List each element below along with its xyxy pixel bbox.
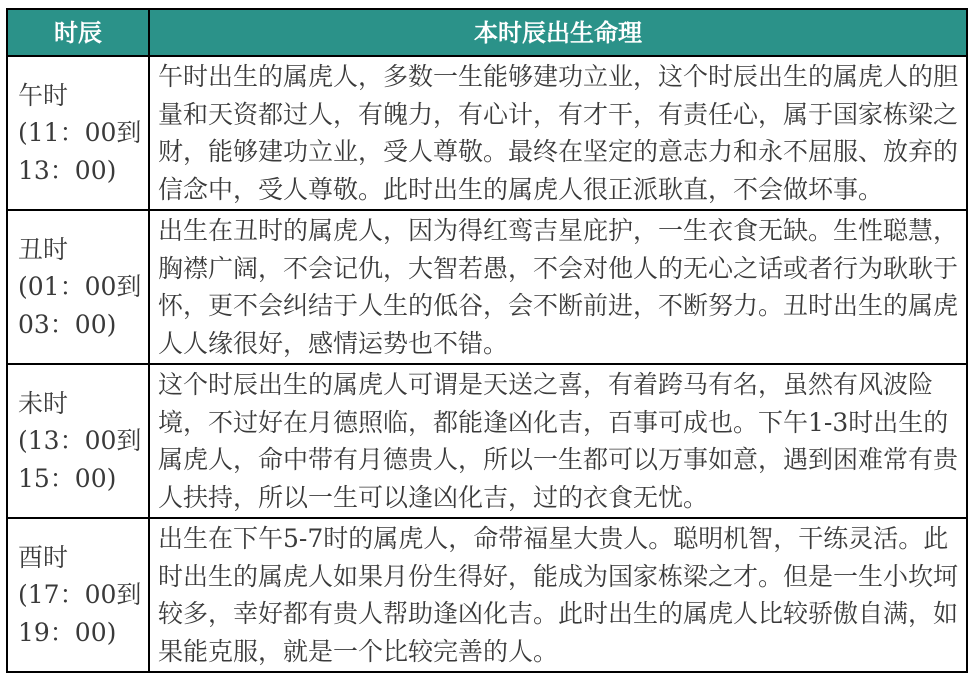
fortune-table xyxy=(6,8,968,673)
time-range: (11：00到13：00) xyxy=(18,118,142,185)
header-cell-destiny xyxy=(150,10,966,55)
description-cell xyxy=(150,211,966,363)
time-cell xyxy=(8,211,150,363)
time-range: (17：00到19：00) xyxy=(18,580,142,647)
description-cell xyxy=(150,519,966,671)
time-name: 未时 xyxy=(18,388,69,418)
description-text: 午时出生的属虎人，多数一生能够建功立业，这个时辰出生的属虎人的胆量和天资都过人，有魄力，有心计，有才干，有责任心，属于国家栋梁之财，能够建功立业，受人尊敬。最终在坚定的意志力和永不屈服、放弃的信念中，受人尊敬。此时出生的属虎人很正派耿直，不会做坏事。 xyxy=(158,62,959,204)
description-text: 这个时辰出生的属虎人可谓是天送之喜，有着跨马有名，虽然有风波险境，不过好在月德照临，都能逢凶化吉，百事可成也。下午1-3时出生的属虎人，命中带有月德贵人，所以一生都可以万事如意，遇到困难常有贵人扶持，所以一生可以逢凶化吉，过的衣食无忧。 xyxy=(158,370,959,512)
table-row xyxy=(8,517,966,671)
time-range: (13：00到15：00) xyxy=(18,426,142,493)
description-text: 出生在下午5-7时的属虎人，命带福星大贵人。聪明机智，干练灵活。此时出生的属虎人如果月份生得好，能成为国家栋梁之才。但是一生小坎坷较多，幸好都有贵人帮助逢凶化吉。此时出生的属虎人比较骄傲自满，如果能克服，就是一个比较完善的人。 xyxy=(158,524,959,666)
table-row xyxy=(8,209,966,363)
table-row xyxy=(8,55,966,209)
header-destiny-label: 本时辰出生命理 xyxy=(474,18,642,47)
time-cell xyxy=(8,365,150,517)
time-name: 丑时 xyxy=(18,234,69,264)
time-name: 酉时 xyxy=(18,542,69,572)
time-name: 午时 xyxy=(18,80,69,110)
time-cell xyxy=(8,57,150,209)
description-cell xyxy=(150,365,966,517)
time-range: (01：00到03：00) xyxy=(18,272,142,339)
header-cell-time xyxy=(8,10,150,55)
table-row xyxy=(8,363,966,517)
table-header-row xyxy=(8,10,966,55)
header-time-label: 时辰 xyxy=(54,18,102,47)
time-cell xyxy=(8,519,150,671)
description-text: 出生在丑时的属虎人，因为得红鸾吉星庇护，一生衣食无缺。生性聪慧，胸襟广阔，不会记仇，大智若愚，不会对他人的无心之话或者行为耿耿于怀，更不会纠结于人生的低谷，会不断前进，不断努力。丑时出生的属虎人人缘很好，感情运势也不错。 xyxy=(158,216,959,358)
description-cell xyxy=(150,57,966,209)
